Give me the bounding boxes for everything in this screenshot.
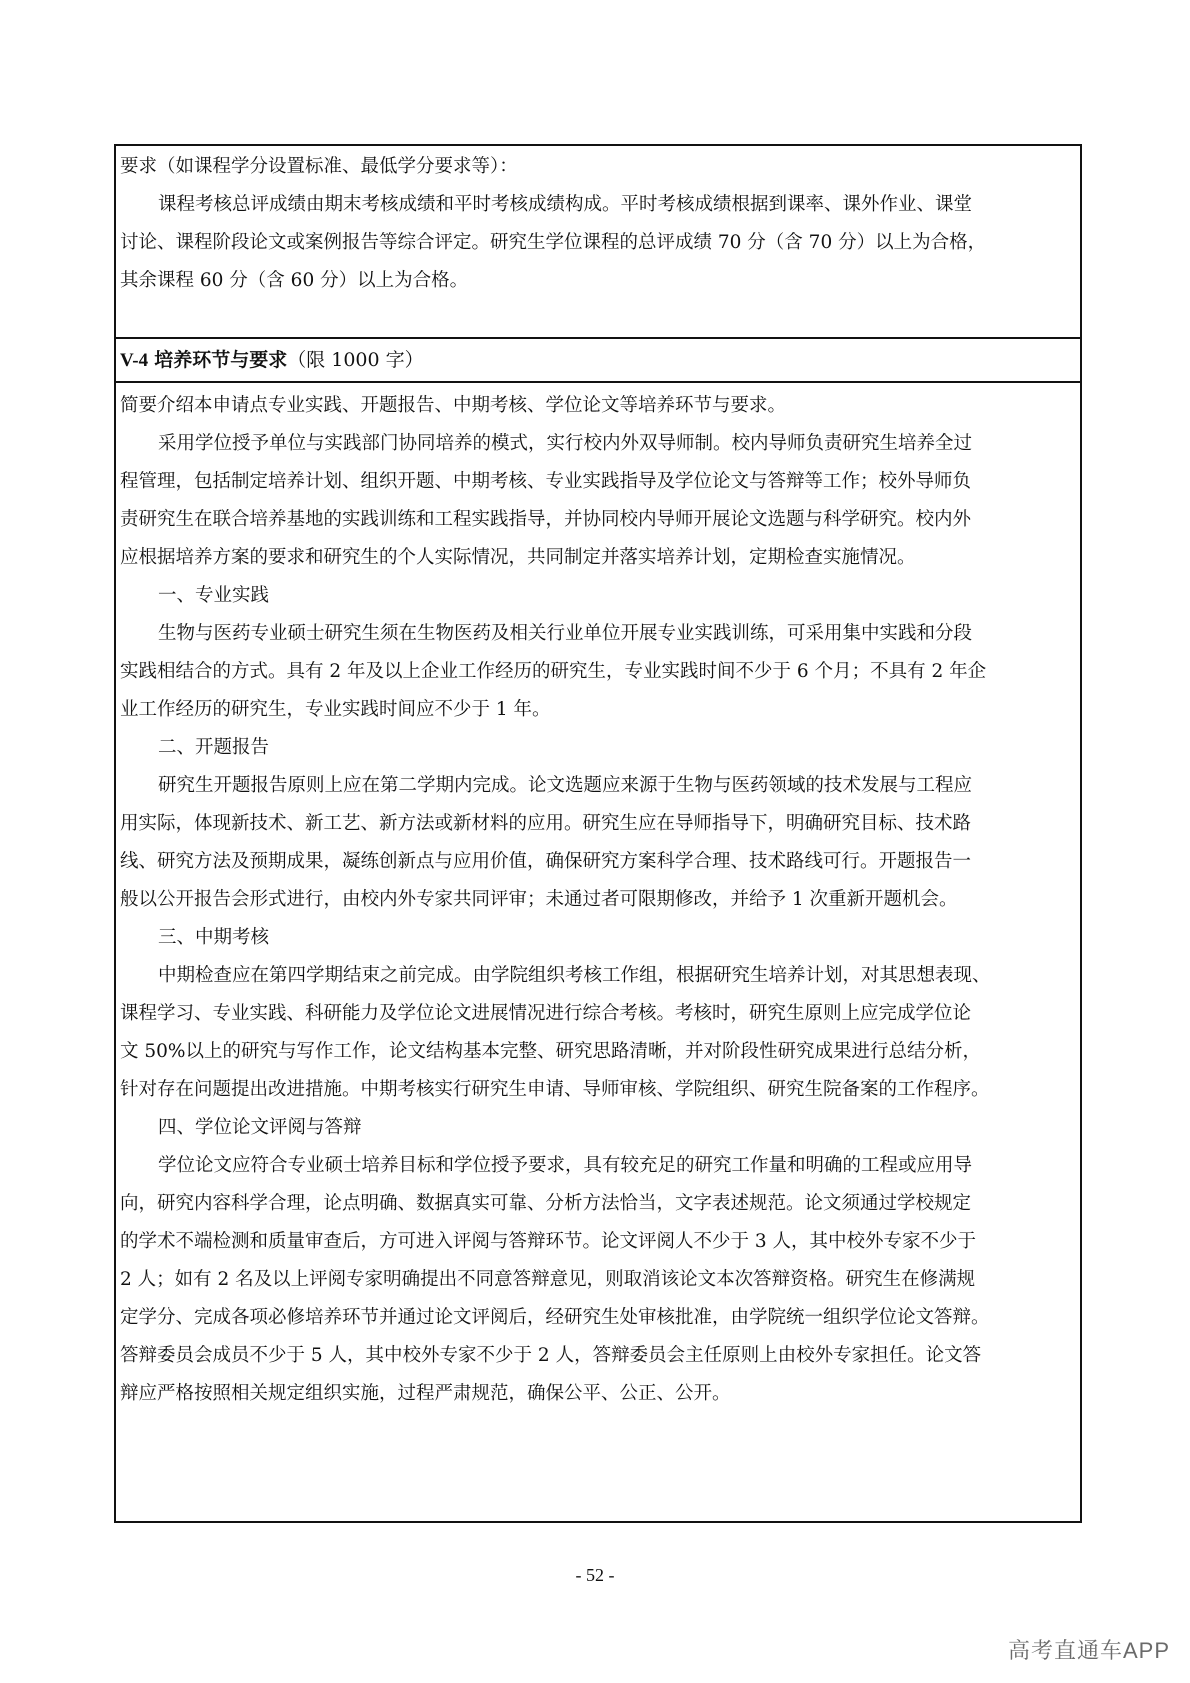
text-line: 要求（如课程学分设置标准、最低学分要求等）：: [120, 156, 518, 177]
page-number: - 52 -: [575, 1565, 615, 1585]
text-line: 生物与医药专业硕士研究生须在生物医药及相关行业单位开展专业实践训练，可采用集中实践和分段: [158, 623, 973, 644]
subheading: 二、开题报告: [158, 737, 270, 758]
text-line: 实践相结合的方式。具有 2 年及以上企业工作经历的研究生，专业实践时间不少于 6 个月；不具有 2 年企: [120, 661, 987, 682]
text-line: 般以公开报告会形式进行，由校内外专家共同评审；未通过者可限期修改，并给予 1 次重新开题机会。: [120, 889, 958, 910]
text-line: 向，研究内容科学合理，论点明确、数据真实可靠、分析方法恰当，文字表述规范。论文须通过学校规定: [120, 1193, 972, 1214]
text-line: 业工作经历的研究生，专业实践时间应不少于 1 年。: [120, 699, 551, 720]
text-line: 责研究生在联合培养基地的实践训练和工程实践指导，并协同校内导师开展论文选题与科学研究。校内外: [120, 509, 972, 530]
text-line: 其余课程 60 分（含 60 分）以上为合格。: [120, 270, 469, 291]
subheading: 四、学位论文评阅与答辩: [158, 1117, 362, 1138]
text-line: 线、研究方法及预期成果，凝练创新点与应用价值，确保研究方案科学合理、技术路线可行。开题报告一: [120, 851, 972, 872]
text-line: 采用学位授予单位与实践部门协同培养的模式，实行校内外双导师制。校内导师负责研究生培养全过: [158, 433, 973, 454]
subheading: 一、专业实践: [158, 585, 270, 606]
text-line: 文 50%以上的研究与写作工作，论文结构基本完整、研究思路清晰，并对阶段性研究成果进行总结分析，: [120, 1041, 982, 1062]
text-line: 2 人；如有 2 名及以上评阅专家明确提出不同意答辩意见，则取消该论文本次答辩资格。研究生在修满规: [120, 1269, 976, 1290]
text-line: 针对存在问题提出改进措施。中期考核实行研究生申请、导师审核、学院组织、研究生院备案的工作程序。: [120, 1079, 990, 1100]
section-v4-header-cell: [116, 339, 1080, 383]
text-line: 中期检查应在第四学期结束之前完成。由学院组织考核工作组，根据研究生培养计划，对其思想表现、: [158, 965, 991, 986]
text-line: 的学术不端检测和质量审查后，方可进入评阅与答辩环节。论文评阅人不少于 3 人，其中校外专家不少于: [120, 1231, 977, 1252]
text-line: 定学分、完成各项必修培养环节并通过论文评阅后，经研究生处审核批准，由学院统一组织学位论文答辩。: [120, 1307, 990, 1328]
section-limit: （限 1000 字）: [287, 349, 424, 371]
section-title: 培养环节与要求: [154, 350, 288, 371]
section-code: V-4: [120, 350, 149, 371]
section-v4-heading: [120, 340, 1076, 381]
text-line: 辩应严格按照相关规定组织实施，过程严肃规范，确保公平、公正、公开。: [120, 1383, 731, 1404]
text-line: 讨论、课程阶段论文或案例报告等综合评定。研究生学位课程的总评成绩 70 分（含 70 分）以上为合格，: [120, 232, 987, 253]
text-line: 答辩委员会成员不少于 5 人，其中校外专家不少于 2 人，答辩委员会主任原则上由校外专家担任。论文答: [120, 1345, 982, 1366]
text-line: 课程学习、专业实践、科研能力及学位论文进展情况进行综合考核。考核时，研究生原则上应完成学位论: [120, 1003, 972, 1024]
course-assessment-cell: [116, 146, 1080, 339]
form-table: [114, 144, 1082, 1523]
watermark: 高考直通车APP: [1007, 1638, 1170, 1663]
text-line: 应根据培养方案的要求和研究生的个人实际情况，共同制定并落实培养计划，定期检查实施情况。: [120, 547, 916, 568]
section-v4-body-cell: [116, 383, 1080, 1521]
text-line: 程管理，包括制定培养计划、组织开题、中期考核、专业实践指导及学位论文与答辩等工作；校外导师负: [120, 471, 972, 492]
text-line: 简要介绍本申请点专业实践、开题报告、中期考核、学位论文等培养环节与要求。: [120, 395, 787, 416]
text-line: 课程考核总评成绩由期末考核成绩和平时考核成绩构成。平时考核成绩根据到课率、课外作业、课堂: [158, 194, 973, 215]
text-line: 学位论文应符合专业硕士培养目标和学位授予要求，具有较充足的研究工作量和明确的工程或应用导: [158, 1155, 973, 1176]
text-line: 研究生开题报告原则上应在第二学期内完成。论文选题应来源于生物与医药领域的技术发展与工程应: [158, 775, 973, 796]
text-line: 用实际，体现新技术、新工艺、新方法或新材料的应用。研究生应在导师指导下，明确研究目标、技术路: [120, 813, 972, 834]
subheading: 三、中期考核: [158, 927, 270, 948]
